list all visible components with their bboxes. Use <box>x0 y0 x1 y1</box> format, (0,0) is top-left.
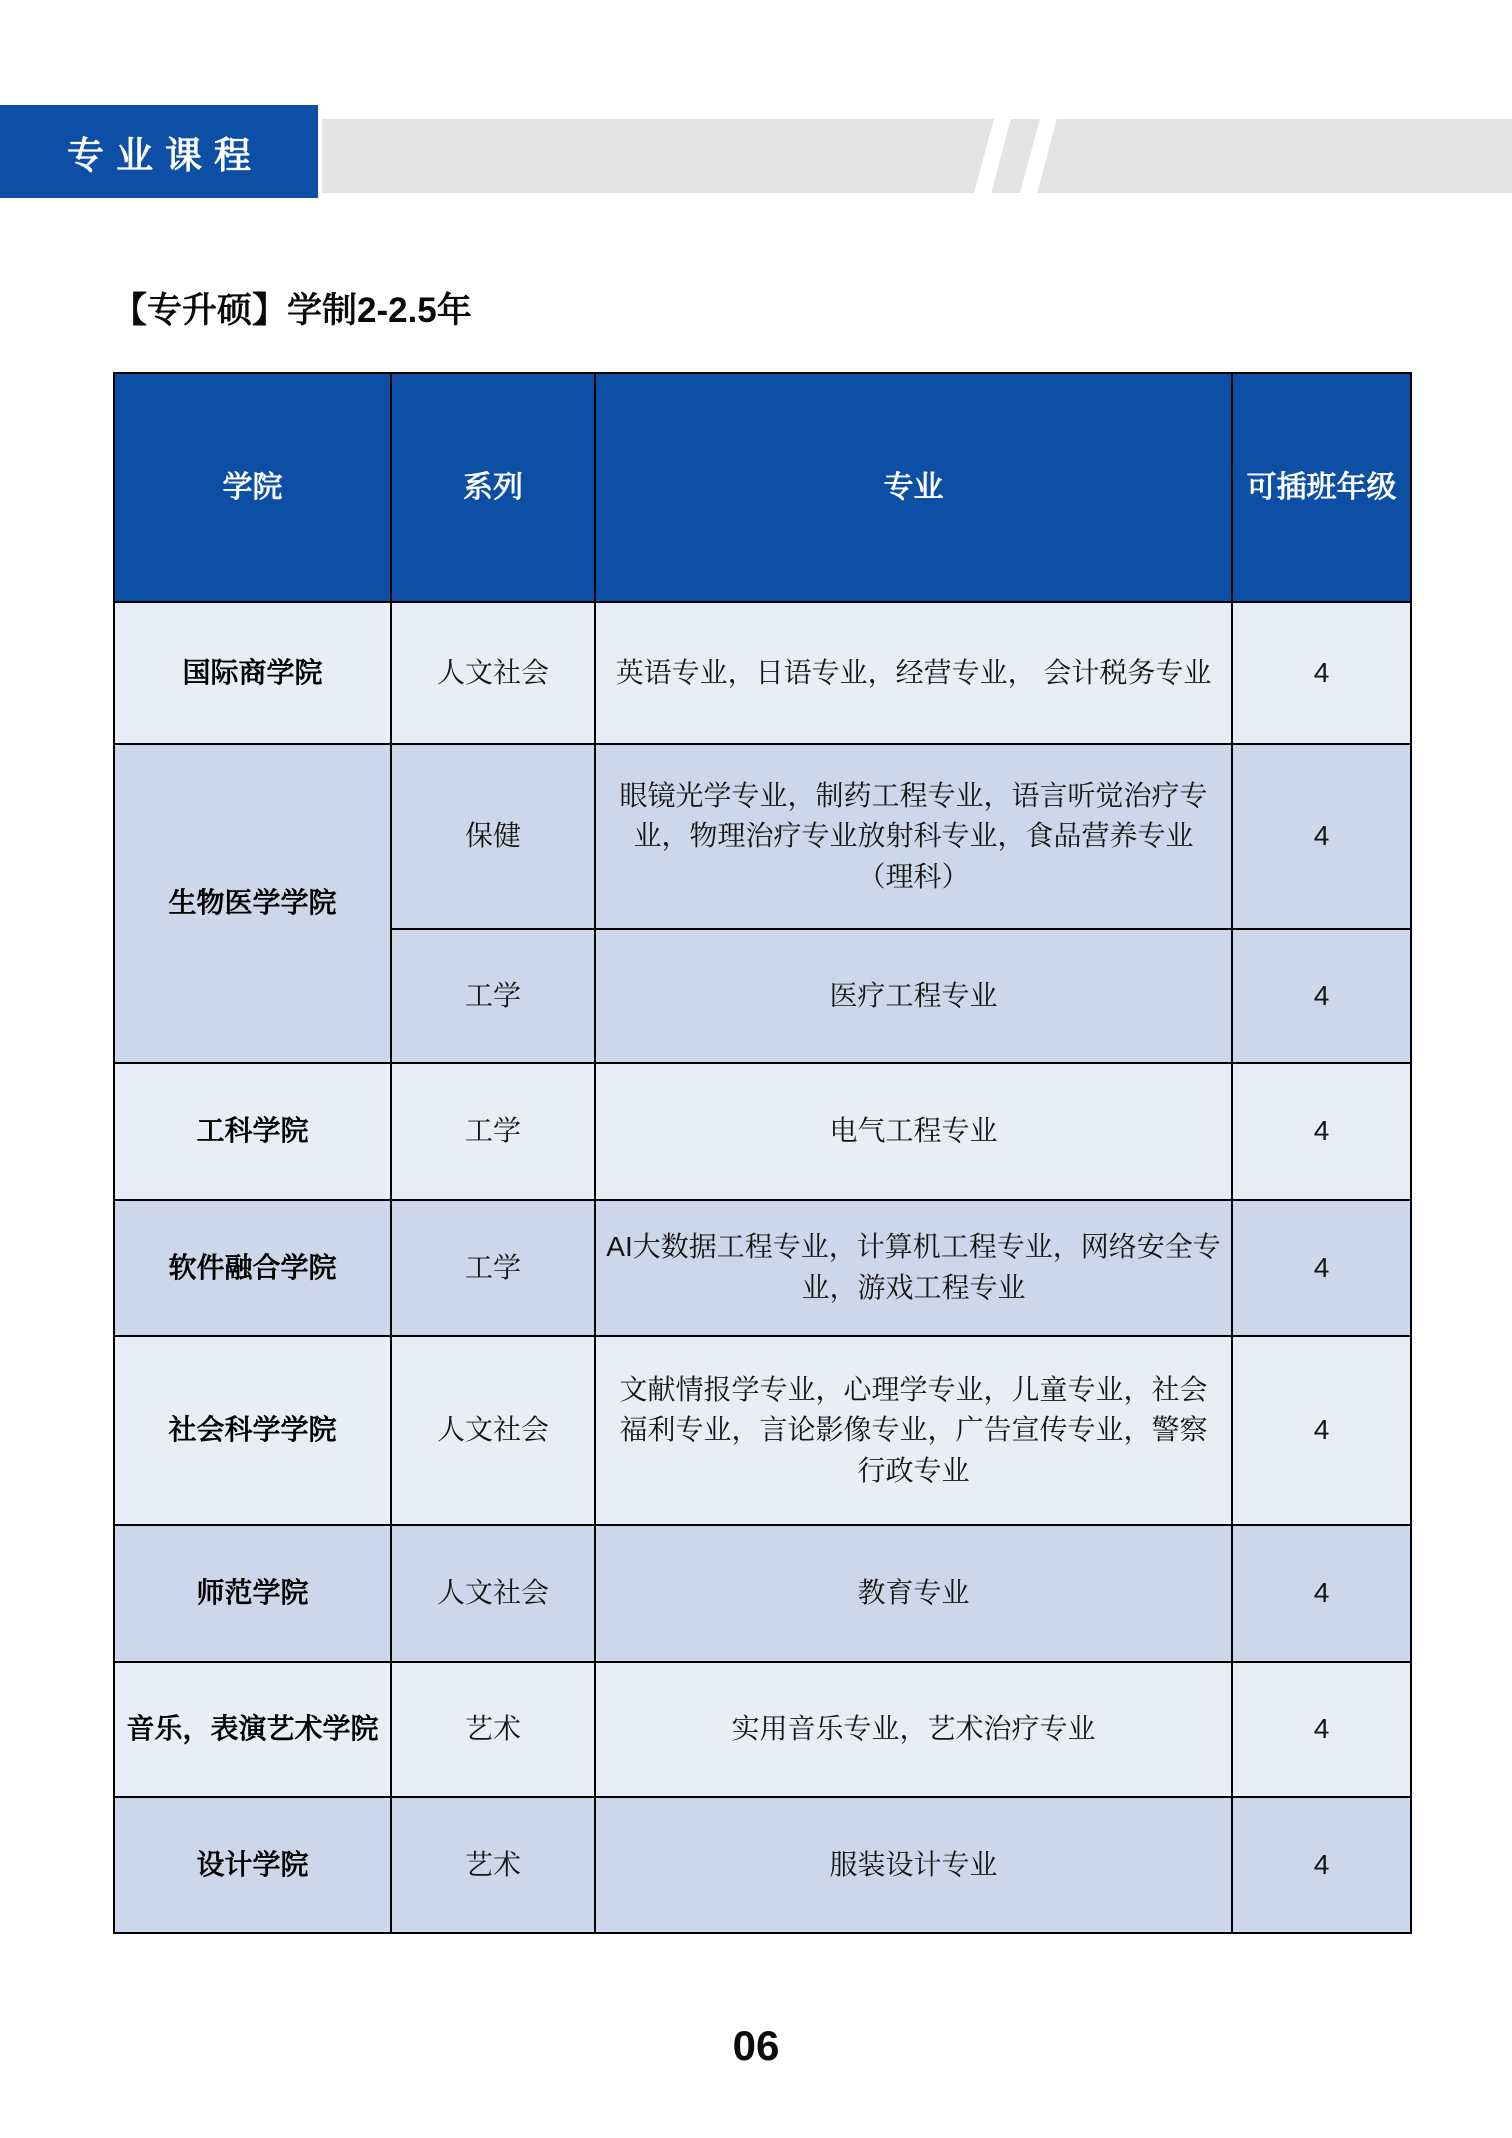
cell-majors: 眼镜光学专业，制药工程专业，语言听觉治疗专业，物理治疗专业放射科专业，食品营养专业（理科） <box>595 744 1232 929</box>
page-title: 【专升硕】学制2-2.5年 <box>112 291 472 330</box>
cell-majors: 教育专业 <box>595 1525 1232 1662</box>
cell-grade: 4 <box>1232 1063 1411 1200</box>
cell-majors: 服装设计专业 <box>595 1797 1232 1933</box>
table-header-row <box>114 373 1411 602</box>
cell-series: 人文社会 <box>391 1336 595 1525</box>
header-series: 系列 <box>391 373 595 602</box>
cell-grade: 4 <box>1232 1797 1411 1933</box>
cell-series: 人文社会 <box>391 1525 595 1662</box>
cell-majors: 医疗工程专业 <box>595 929 1232 1063</box>
cell-series: 保健 <box>391 744 595 929</box>
cell-college: 生物医学学院 <box>114 744 391 1063</box>
cell-series: 艺术 <box>391 1662 595 1797</box>
cell-majors: 文献情报学专业，心理学专业，儿童专业，社会福利专业，言论影像专业，广告宣传专业，警察行政专业 <box>595 1336 1232 1525</box>
cell-series: 人文社会 <box>391 602 595 744</box>
cell-majors: AI大数据工程专业，计算机工程专业，网络安全专业，游戏工程专业 <box>595 1200 1232 1336</box>
cell-series: 工学 <box>391 929 595 1063</box>
table-row <box>114 1525 1411 1662</box>
page-number: 06 <box>732 2022 780 2069</box>
course-table <box>113 372 1412 1934</box>
cell-series: 艺术 <box>391 1797 595 1933</box>
cell-college: 音乐，表演艺术学院 <box>114 1662 391 1797</box>
header-grade: 可插班年级 <box>1232 373 1411 602</box>
header-college: 学院 <box>114 373 391 602</box>
cell-college: 设计学院 <box>114 1797 391 1933</box>
cell-grade: 4 <box>1232 602 1411 744</box>
decorative-bar <box>322 119 1512 193</box>
cell-grade: 4 <box>1232 1525 1411 1662</box>
cell-grade: 4 <box>1232 1336 1411 1525</box>
table-row <box>114 1200 1411 1336</box>
cell-grade: 4 <box>1232 929 1411 1063</box>
cell-grade: 4 <box>1232 1200 1411 1336</box>
table-row <box>114 1797 1411 1933</box>
cell-college: 软件融合学院 <box>114 1200 391 1336</box>
table-row <box>114 1063 1411 1200</box>
table-row <box>114 1662 1411 1797</box>
diagonal-stripe-icon <box>973 119 1013 193</box>
cell-majors: 英语专业，日语专业，经营专业， 会计税务专业 <box>595 602 1232 744</box>
cell-majors: 实用音乐专业，艺术治疗专业 <box>595 1662 1232 1797</box>
section-badge <box>0 105 318 198</box>
cell-college: 师范学院 <box>114 1525 391 1662</box>
cell-grade: 4 <box>1232 1662 1411 1797</box>
cell-series: 工学 <box>391 1200 595 1336</box>
cell-college: 社会科学学院 <box>114 1336 391 1525</box>
cell-college: 国际商学院 <box>114 602 391 744</box>
section-badge-label: 专业课程 <box>67 134 263 176</box>
cell-college: 工科学院 <box>114 1063 391 1200</box>
cell-grade: 4 <box>1232 744 1411 929</box>
cell-series: 工学 <box>391 1063 595 1200</box>
table-row <box>114 602 1411 744</box>
header-majors: 专业 <box>595 373 1232 602</box>
table-row <box>114 1336 1411 1525</box>
diagonal-stripe-icon <box>1019 119 1059 193</box>
cell-majors: 电气工程专业 <box>595 1063 1232 1200</box>
table-row <box>114 744 1411 929</box>
